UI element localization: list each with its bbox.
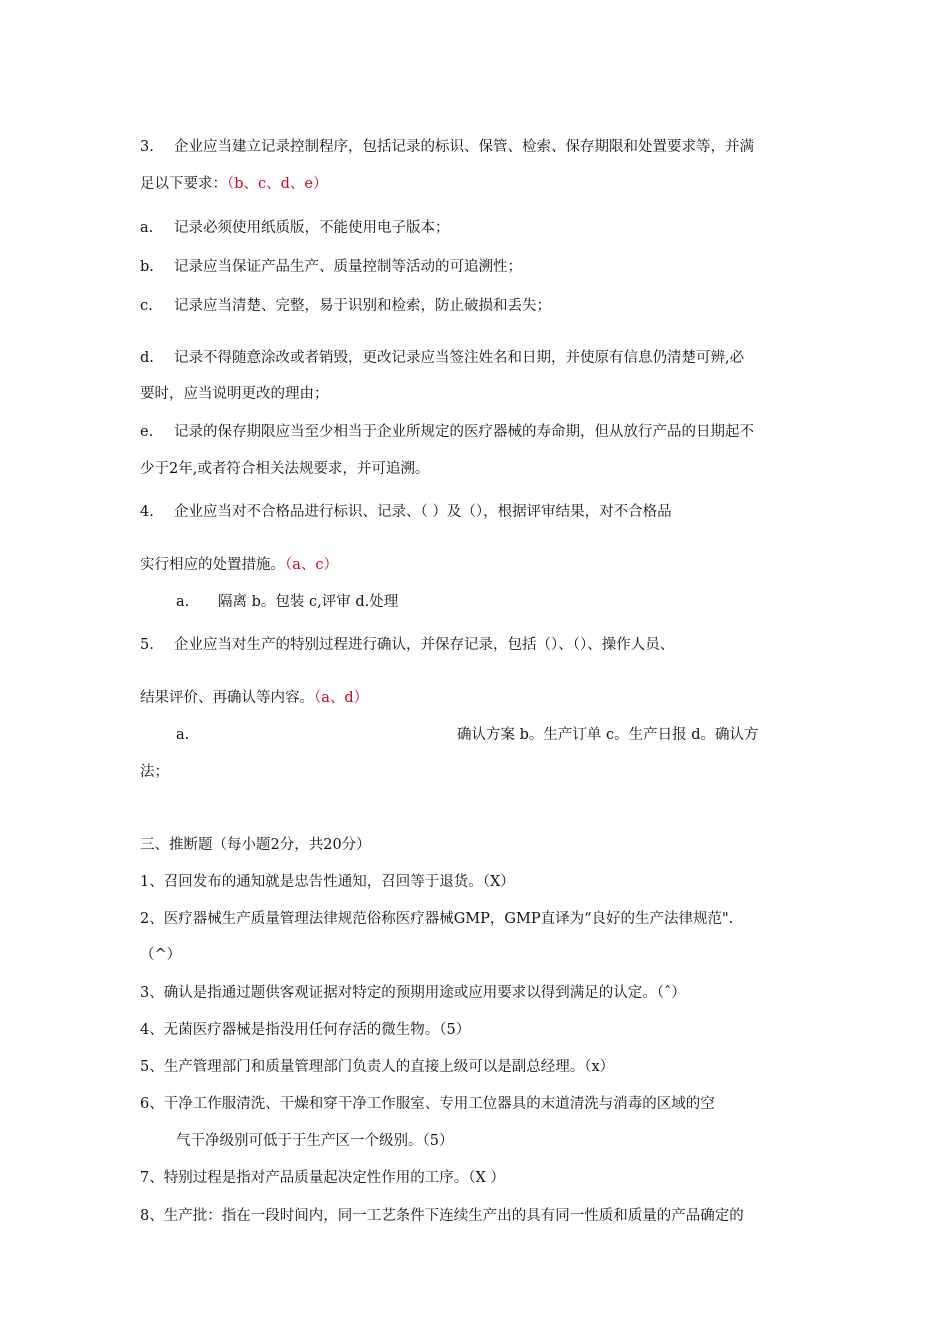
q3-option-d — [140, 348, 744, 368]
option-text: 隔离 b。包装 c,评审 d.处理 — [218, 594, 399, 610]
q5-line-1 — [140, 635, 674, 655]
judge-item-1 — [140, 872, 515, 892]
judge-item-2 — [140, 909, 733, 929]
item-text: 2、医疗器械生产质量管理法律规范俗称医疗器械GMP，GMP直译为“良好的生产法律规范". — [140, 911, 734, 927]
q5-options-cont — [140, 762, 169, 782]
q5-option-label-line — [176, 725, 189, 745]
q5-answer: （a、d） — [314, 690, 369, 706]
q4-text-2: 实行相应的处置措施。 — [140, 557, 285, 573]
q3-option-d-cont — [140, 384, 329, 404]
q5-text-2: 结果评价、再确认等内容。 — [140, 690, 314, 706]
option-label: a. — [140, 220, 154, 236]
q5-number: 5. — [140, 637, 154, 653]
q5-line-2 — [140, 688, 368, 708]
q4-text-1: 企业应当对不合格品进行标识、记录、（ ）及（），根据评审结果，对不合格品 — [174, 504, 672, 520]
item-text: 8、生产批：指在一段时间内，同一工艺条件下连续生产出的具有同一性质和质量的产品确定的 — [140, 1208, 744, 1224]
option-text: 法； — [140, 764, 169, 780]
q3-option-a — [140, 218, 450, 238]
section-title-text: 三、推断题（每小题2分，共20分） — [140, 837, 371, 853]
q3-text-2: 足以下要求： — [140, 176, 227, 192]
judge-item-6-cont — [176, 1131, 453, 1151]
section-title — [140, 835, 371, 855]
item-text: （^） — [140, 947, 182, 963]
item-text: 3、确认是指通过题供客观证据对特定的预期用途或应用要求以得到满足的认定。（ˆ） — [140, 985, 686, 1001]
option-label: a. — [176, 594, 190, 610]
q3-line-2 — [140, 174, 328, 194]
option-text: 记录必须使用纸质版，不能使用电子版本； — [174, 220, 450, 236]
item-text: 1、召回发布的通知就是忠告性通知，召回等于退货。（X） — [140, 874, 515, 890]
judge-item-5 — [140, 1057, 614, 1077]
option-text: 记录应当保证产品生产、质量控制等活动的可追溯性； — [174, 259, 522, 275]
item-text: 7、特别过程是指对产品质量起决定性作用的工序。（X ） — [140, 1170, 505, 1186]
judge-item-3 — [140, 983, 686, 1003]
q3-line-1 — [140, 137, 754, 157]
option-label: d. — [140, 350, 154, 366]
item-text: 气干净级别可低于于生产区一个级别。（5） — [176, 1133, 454, 1149]
q3-number: 3. — [140, 139, 154, 155]
option-label: e. — [140, 424, 154, 440]
option-text: 要时，应当说明更改的理由； — [140, 386, 329, 402]
option-text: 记录不得随意涂改或者销毁，更改记录应当签注姓名和日期，并使原有信息仍清楚可辨,必 — [174, 350, 745, 366]
q4-line-1 — [140, 502, 672, 522]
q3-option-b — [140, 257, 522, 277]
option-text: 记录应当清楚、完整，易于识别和检索，防止破损和丢失； — [174, 298, 551, 314]
item-text: 5、生产管理部门和质量管理部门负责人的直接上级可以是副总经理。（x） — [140, 1059, 615, 1075]
option-label: b. — [140, 259, 154, 275]
q4-line-2 — [140, 555, 338, 575]
judge-item-7 — [140, 1168, 505, 1188]
q3-option-e-cont — [140, 459, 429, 479]
judge-item-2-answer — [140, 945, 181, 965]
judge-item-8 — [140, 1206, 744, 1226]
q5-options — [457, 725, 759, 745]
q4-options — [176, 592, 398, 612]
option-text: 确认方案 b。生产订单 c。生产日报 d。确认方 — [457, 727, 759, 743]
q4-number: 4. — [140, 504, 154, 520]
q3-answer: （b、c、d、e） — [227, 176, 328, 192]
option-label: a. — [176, 727, 190, 743]
q4-answer: （a、c） — [285, 557, 339, 573]
option-label: c. — [140, 298, 153, 314]
q3-option-c — [140, 296, 551, 316]
judge-item-6 — [140, 1094, 715, 1114]
item-text: 4、无菌医疗器械是指没用任何存活的微生物。（5） — [140, 1022, 471, 1038]
option-text: 少于2年,或者符合相关法规要求，并可追溯。 — [140, 461, 430, 477]
q5-text-1: 企业应当对生产的特别过程进行确认，并保存记录，包括（）、（）、操作人员、 — [174, 637, 675, 653]
item-text: 6、干净工作服清洗、干燥和穿干净工作服室、专用工位器具的末道清洗与消毒的区域的空 — [140, 1096, 715, 1112]
q3-text-1: 企业应当建立记录控制程序，包括记录的标识、保管、检索、保存期限和处置要求等，并满 — [174, 139, 754, 155]
option-text: 记录的保存期限应当至少相当于企业所规定的医疗器械的寿命期，但从放行产品的日期起不 — [174, 424, 754, 440]
q3-option-e — [140, 422, 754, 442]
judge-item-4 — [140, 1020, 470, 1040]
